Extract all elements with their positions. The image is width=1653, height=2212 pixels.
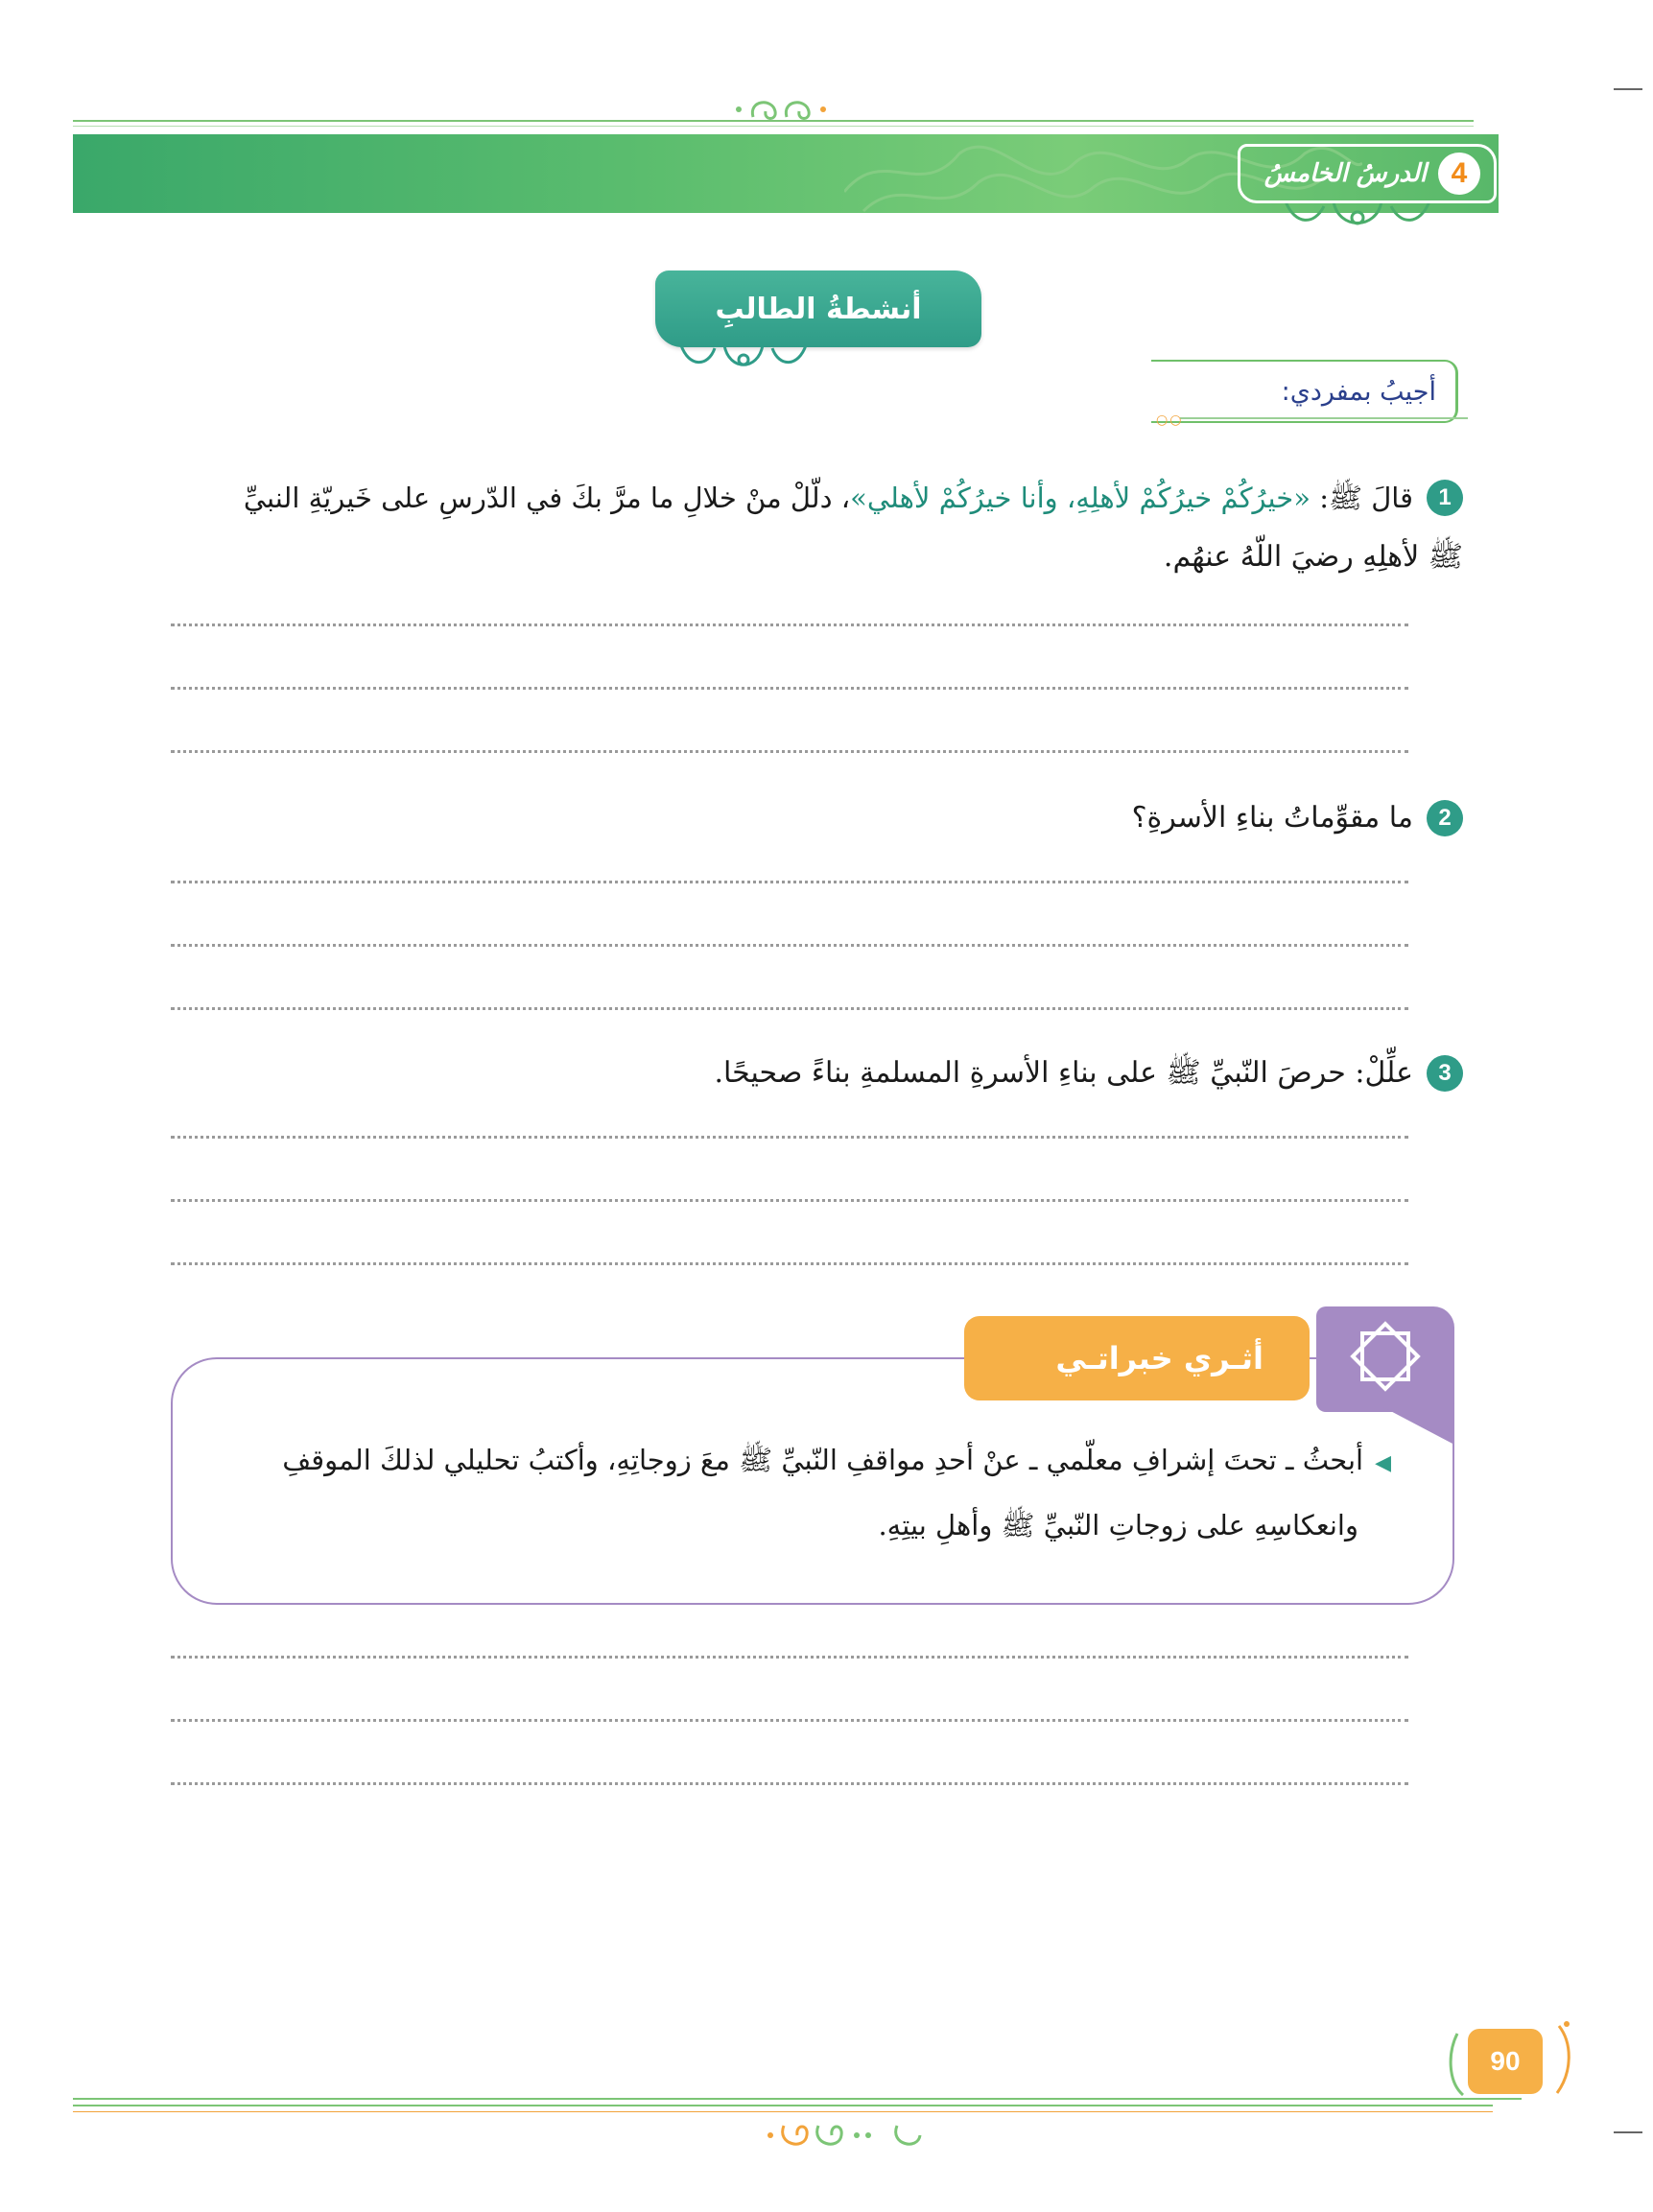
bottom-swirl-ornament [763, 2116, 935, 2154]
answer-line-2a [171, 881, 1408, 883]
top-divider-line-thin [73, 126, 1474, 127]
answer-line-4a [171, 1656, 1408, 1659]
margin-tick-top [1614, 88, 1642, 90]
question-2-number: 2 [1427, 800, 1463, 836]
answer-line-1b [171, 687, 1408, 690]
answer-line-3a [171, 1136, 1408, 1139]
answer-label-dots: ○○ [1156, 412, 1184, 428]
question-1-line2: ﷺ لأهلِهِ رضيَ اللّهُ عنهُم. [1163, 540, 1463, 574]
student-activities-title: أنشطةُ الطالبِ [715, 292, 922, 326]
answer-line-3b [171, 1199, 1408, 1202]
activities-ornament [672, 341, 815, 375]
lesson-title: الدرسُ الخامسُ [1263, 159, 1427, 188]
bottom-divider-line-3 [73, 2111, 1493, 2112]
answer-line-1a [171, 624, 1408, 626]
question-1-suffix: ، دلّلْ منْ خلالِ ما مرَّ بكَ في الدّرسِ على خَيريّةِ النبيِّ [243, 482, 851, 514]
enrich-experiences-title: أثـري خبراتـي [1055, 1340, 1263, 1377]
answer-line-2c [171, 1007, 1408, 1010]
lesson-header-box [1238, 144, 1497, 203]
answer-line-1c [171, 750, 1408, 753]
margin-tick-bottom [1614, 2131, 1642, 2133]
enrich-experiences-tab [964, 1316, 1310, 1400]
top-swirl-ornament [729, 90, 844, 125]
question-3-number: 3 [1427, 1055, 1463, 1092]
answer-individually-label [1151, 360, 1458, 423]
answer-line-4c [171, 1782, 1408, 1785]
answer-line-2b [171, 944, 1408, 947]
bottom-divider-line-2 [73, 2105, 1493, 2106]
question-3 [144, 1044, 1463, 1103]
question-1-prefix: قالَ ﷺ: [1310, 482, 1413, 514]
answer-line-4b [171, 1719, 1408, 1722]
question-1-hadith-quote: «خيرُكُمْ خيرُكُمْ لأهلِهِ، وأنا خيرُكُمْ لأهلي» [850, 482, 1311, 514]
student-activities-tab [655, 271, 981, 347]
answer-individually-text: أجيبُ بمفردي: [1281, 376, 1436, 407]
question-2-text: ما مقوِّماتُ بناءِ الأسرةِ؟ [1131, 801, 1413, 835]
page-number-badge [1468, 2029, 1543, 2094]
question-1-number: 1 [1427, 480, 1463, 516]
question-2 [144, 788, 1463, 848]
enrich-tab-corner [1381, 1406, 1454, 1445]
enrich-line-2: وانعكاسِهِ على زوجاتِ النّبيِّ ﷺ وأهلِ بيتِهِ. [878, 1509, 1358, 1541]
question-3-text: علِّلْ: حرصَ النّبيِّ ﷺ على بناءِ الأسرةِ المسلمةِ بناءً صحيحًا. [714, 1056, 1413, 1090]
enrich-line-1-text: أبحثُ ـ تحتَ إشرافِ معلّمي ـ عنْ أحدِ مواقفِ النّبيِّ ﷺ معَ زوجاتِهِ، وأكتبُ تحليلي لذلكَ الموقفِ [282, 1444, 1364, 1476]
lesson-number-badge: 4 [1438, 153, 1480, 195]
bullet-arrow-icon: ◀ [1375, 1451, 1391, 1475]
enrich-icon-box [1316, 1306, 1454, 1412]
enrich-line-1 [206, 1429, 1391, 1494]
answer-line-3c [171, 1262, 1408, 1265]
octagram-star-icon [1316, 1306, 1454, 1412]
question-1-line1 [244, 468, 1413, 528]
bottom-divider-line-1 [73, 2098, 1522, 2100]
answer-label-underline [1180, 417, 1468, 419]
enrich-experiences-text [206, 1429, 1391, 1556]
question-1 [144, 468, 1463, 587]
page-number: 90 [1490, 2046, 1521, 2076]
